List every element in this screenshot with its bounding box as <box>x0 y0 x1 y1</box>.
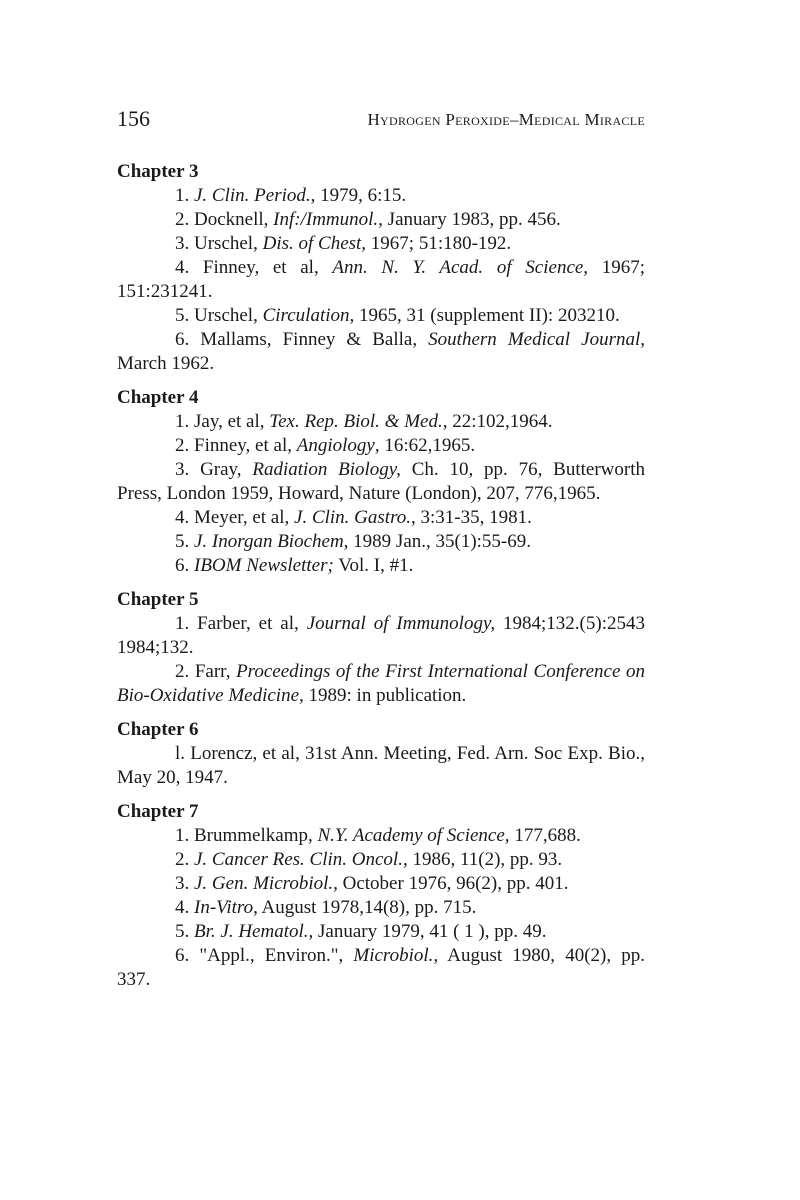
reference-entry <box>117 920 645 944</box>
reference-title: Dis. of Chest, <box>262 233 367 254</box>
reference-entry <box>117 742 645 790</box>
running-title: Hydrogen Peroxide–Medical Miracle <box>367 110 645 129</box>
reference-title: IBOM Newsletter; <box>194 555 334 576</box>
reference-title: J. Clin. Gastro., <box>294 507 416 528</box>
reference-text: 1967; 151:231241. <box>117 257 646 302</box>
reference-title: Proceedings of the First International Conference on Bio-Oxidative Medicine, <box>117 661 645 706</box>
reference-text: 5. <box>175 921 194 942</box>
reference-title: Microbiol., <box>353 945 439 966</box>
reference-text: , 16:62,1965. <box>374 435 476 456</box>
reference-text: 1986, 11(2), pp. 93. <box>407 849 563 870</box>
reference-title: J. Clin. Period., <box>194 185 316 206</box>
reference-text: 1989 Jan., 35(1):55-69. <box>348 531 532 552</box>
reference-title: In-Vitro, <box>194 897 258 918</box>
reference-entry <box>117 458 645 506</box>
reference-text: 1984;132.(5):2543 1984;132. <box>117 613 645 658</box>
chapter-heading: Chapter 5 <box>117 589 199 610</box>
reference-entry <box>117 660 645 708</box>
reference-text: January 1979, 41 ( 1 ), pp. 49. <box>313 921 547 942</box>
reference-text: 2. Farr, <box>175 661 237 682</box>
reference-text: 1. Jay, et al, <box>175 411 270 432</box>
reference-entry <box>117 824 645 848</box>
reference-text: October 1976, 96(2), pp. 401. <box>337 873 569 894</box>
chapter-heading: Chapter 4 <box>117 387 199 408</box>
reference-entry <box>117 530 645 554</box>
reference-text: 4. Meyer, et al, <box>175 507 295 528</box>
reference-entry <box>117 506 645 530</box>
reference-text: 4. <box>175 897 194 918</box>
reference-entry <box>117 944 645 992</box>
reference-title: Angiology <box>296 435 375 456</box>
reference-entry <box>117 304 645 328</box>
reference-title: N.Y. Academy of Science, <box>317 825 510 846</box>
references-list <box>117 160 645 992</box>
reference-text: 6. "Appl., Environ.", <box>175 945 354 966</box>
reference-entry <box>117 612 645 660</box>
reference-title: J. Inorgan Biochem, <box>194 531 349 552</box>
reference-entry <box>117 872 645 896</box>
reference-entry <box>117 328 645 376</box>
reference-title: Ann. N. Y. Acad. of Science, <box>332 257 589 278</box>
reference-text: 2. <box>175 849 194 870</box>
reference-text: 1. Farber, et al, <box>175 613 307 634</box>
reference-text: 3. Gray, <box>175 459 253 480</box>
chapter-section <box>117 718 645 790</box>
chapter-section <box>117 386 645 578</box>
reference-text: 6. <box>175 555 194 576</box>
reference-entry <box>117 232 645 256</box>
chapter-section <box>117 160 645 376</box>
reference-text: 6. Mallams, Finney & Balla, <box>175 329 429 350</box>
reference-text: 1967; 51:180-192. <box>366 233 512 254</box>
reference-title: Southern Medical Journal, <box>428 329 645 350</box>
reference-text: August 1978,14(8), pp. 715. <box>257 897 477 918</box>
reference-text: , 1965, 31 (supplement II): 203210. <box>349 305 620 326</box>
reference-title: Journal of Immunology, <box>306 613 496 634</box>
reference-entry <box>117 410 645 434</box>
reference-entry <box>117 434 645 458</box>
reference-text: 3. Urschel, <box>175 233 263 254</box>
reference-entry <box>117 896 645 920</box>
reference-text: 3. <box>175 873 194 894</box>
reference-entry <box>117 256 645 304</box>
chapter-section <box>117 800 645 992</box>
reference-title: J. Cancer Res. Clin. Oncol., <box>194 849 408 870</box>
reference-entry <box>117 208 645 232</box>
reference-title: Inf:/Immunol., <box>273 209 383 230</box>
reference-entry <box>117 848 645 872</box>
reference-text: 4. Finney, et al, <box>175 257 333 278</box>
reference-text: 3:31-35, 1981. <box>415 507 532 528</box>
chapter-heading: Chapter 6 <box>117 719 199 740</box>
reference-text: March 1962. <box>117 353 215 374</box>
reference-text: 5. Urschel, <box>175 305 263 326</box>
reference-text: l. Lorencz, et al, 31st Ann. Meeting, Fed. Arn. Soc Exp. Bio., May 20, 1947. <box>117 743 645 788</box>
page-number: 156 <box>117 106 150 131</box>
reference-entry <box>117 184 645 208</box>
reference-text: 177,688. <box>509 825 581 846</box>
reference-text: 5. <box>175 531 194 552</box>
chapter-heading: Chapter 7 <box>117 801 199 822</box>
reference-text: August 1980, 40(2), pp. 337. <box>117 945 645 990</box>
running-head <box>117 106 645 136</box>
reference-title: Tex. Rep. Biol. & Med., <box>269 411 448 432</box>
reference-title: Br. J. Hematol., <box>194 921 314 942</box>
reference-text: 22:102,1964. <box>447 411 553 432</box>
reference-entry <box>117 554 645 578</box>
reference-text: 2. Finney, et al, <box>175 435 297 456</box>
reference-text: 1979, 6:15. <box>315 185 407 206</box>
reference-text: 2. Docknell, <box>175 209 274 230</box>
reference-text: 1. Brummelkamp, <box>175 825 318 846</box>
reference-text: January 1983, pp. 456. <box>382 209 561 230</box>
reference-text: Vol. I, #1. <box>333 555 414 576</box>
reference-title: Radiation Biology, <box>252 459 401 480</box>
reference-text: 1989: in publication. <box>303 685 467 706</box>
reference-title: J. Gen. Microbiol., <box>194 873 338 894</box>
reference-title: Circulation <box>262 305 350 326</box>
chapter-heading: Chapter 3 <box>117 161 199 182</box>
chapter-section <box>117 588 645 708</box>
reference-text: Ch. 10, pp. 76, Butterworth Press, London 1959, Howard, Nature (London), 207, 776,1965. <box>117 459 645 504</box>
reference-text: 1. <box>175 185 194 206</box>
